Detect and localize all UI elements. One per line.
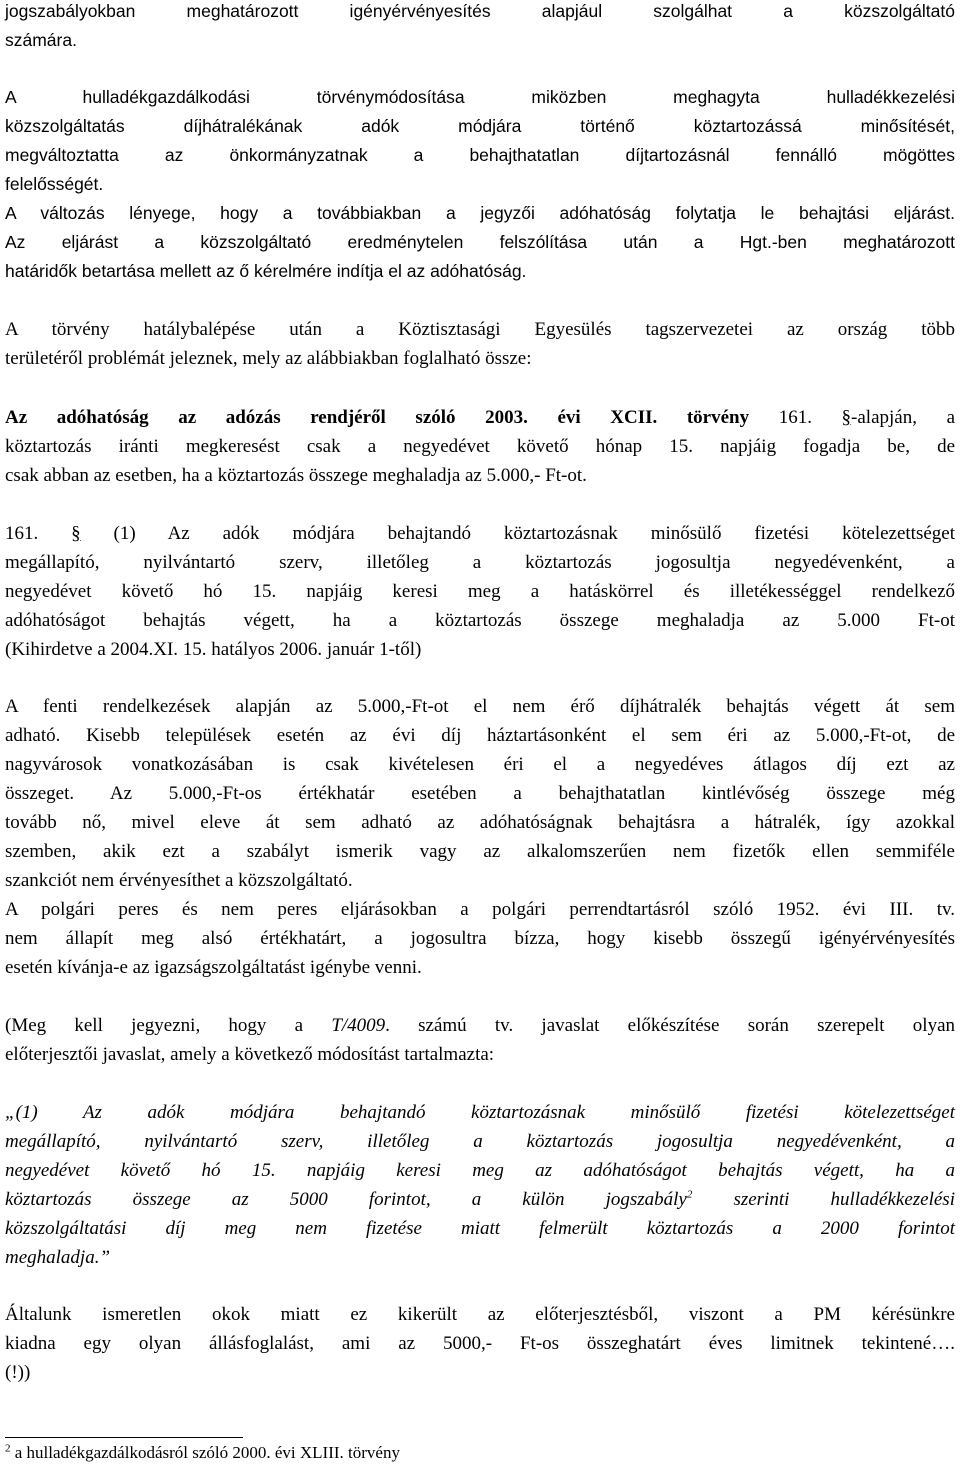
section-number: 161. — [5, 523, 72, 544]
text-line: „(1) Az adók módjára behajtandó köztartozásnak minősülő fizetési kötelezettséget — [5, 1102, 955, 1123]
section-sign-link: § — [841, 407, 852, 428]
paragraph-tax-procedure-act — [5, 403, 955, 490]
paragraph-civil-procedure — [5, 895, 955, 982]
text-fragment: (1) Az adók módjára behajtandó köztartozásnak minősülő fizetési kötelezettséget — [80, 523, 955, 544]
text-fragment: . számú tv. javaslat előkészítése során szerepelt olyan — [385, 1015, 956, 1036]
section-sign-link: § — [71, 523, 81, 544]
text-line: kiadna egy olyan állásfoglalást, ami az 5000,- Ft-os összeghatárt éves limitnek tekintené…. — [5, 1333, 955, 1354]
text-line: meghaladja.” — [5, 1247, 111, 1268]
text-line: csak abban az esetben, ha a köztartozás összege meghaladja az 5.000,- Ft-ot. — [5, 465, 587, 486]
text-line: jogszabályokban meghatározott igényérvényesítés alapjául szolgálhat a közszolgáltató — [5, 1, 955, 21]
text-line: adóhatóságot behajtás végett, ha a köztartozás összege meghaladja az 5.000 Ft-ot — [5, 610, 955, 631]
paragraph-problems-intro — [5, 315, 955, 373]
text-line: A változás lényege, hogy a továbbiakban a jegyzői adóhatóság folytatja le behajtási eljárást. — [5, 203, 955, 223]
text-line: (Kihirdetve a 2004.XI. 15. hatályos 2006. január 1-től) — [5, 639, 422, 660]
footnote-text: a hulladékgazdálkodásról szóló 2000. évi XLIII. törvény — [10, 1443, 400, 1462]
text-line: A polgári peres és nem peres eljárásokban a polgári perrendtartásról szóló 1952. évi III. tv. — [5, 899, 955, 920]
text-line: számára. — [5, 30, 77, 50]
text-line: adható. Kisebb települések esetén az évi díj háztartásonként el sem éri az 5.000,-Ft-ot, de — [5, 725, 955, 746]
text-line: határidők betartása mellett az ő kérelmére indítja el az adóhatóság. — [5, 261, 527, 281]
paragraph-change-essence — [5, 199, 955, 286]
paragraph-intro-continuation — [5, 0, 955, 55]
text-line: (!)) — [5, 1362, 31, 1383]
text-line: összeget. Az 5.000,-Ft-os értékhatár esetében a behajthatatlan kintlévőség összege még — [5, 783, 955, 804]
text-line: A törvény hatálybalépése után a Köztisztasági Egyesülés tagszervezetei az ország több — [5, 319, 955, 340]
text-line — [5, 403, 955, 432]
text-line: megállapító, nyilvántartó szerv, illetőleg a köztartozás jogosultja negyedévenként, a — [5, 552, 955, 573]
text-line: negyedévet követő hó 15. napjáig keresi meg az adóhatóságot behajtás végett, ha a — [5, 1160, 955, 1181]
footnote — [5, 1441, 955, 1465]
text-line: szankciót nem érvényesíthet a közszolgáltató. — [5, 870, 353, 891]
text-line: A hulladékgazdálkodási törvénymódosítása miközben meghagyta hulladékkezelési — [5, 87, 955, 107]
footnote-divider — [5, 1437, 243, 1438]
text-line: Az eljárást a közszolgáltató eredménytelen felszólítása után a Hgt.-ben meghatározott — [5, 232, 955, 252]
footnote-mark: 2 — [5, 1442, 11, 1455]
paragraph-consequences — [5, 692, 955, 895]
text-line: nem állapít meg alsó értékhatárt, a jogosultra bízza, hogy kisebb összegű igényérvényesítés — [5, 928, 955, 949]
text-line: negyedévet követő hó 15. napjáig keresi meg a hatáskörrel és illetékességgel rendelkező — [5, 581, 955, 602]
text-line — [5, 1185, 955, 1214]
text-line: közszolgáltatási díj meg nem fizetése miatt felmerült köztartozás a 2000 forintot — [5, 1218, 955, 1239]
paragraph-conclusion — [5, 1300, 955, 1387]
text-line: közszolgáltatás díjhátralékának adók módjára történő köztartozássá minősítését, — [5, 116, 955, 136]
quoted-proposal — [5, 1098, 955, 1272]
paragraph-section-161 — [5, 519, 955, 664]
text-line — [5, 519, 955, 548]
text-line — [5, 1011, 955, 1040]
text-line: köztartozás iránti megkeresést csak a negyedévet követő hónap 15. napjáig fogadja be, de — [5, 436, 955, 457]
text-line: megváltoztatta az önkormányzatnak a behajthatatlan díjtartozásnál fennálló mögöttes — [5, 145, 955, 165]
text-line: területéről problémát jeleznek, mely az alábbiakban foglalható össze: — [5, 348, 532, 369]
paragraph-note-proposal — [5, 1011, 955, 1069]
footnote-reference: 2 — [686, 1188, 693, 1201]
text-fragment: (Meg kell jegyezni, hogy a — [5, 1015, 332, 1036]
text-line: nagyvárosok vonatkozásában is csak kivételesen éri el a negyedéves átlagos díj ezt az — [5, 754, 955, 775]
text-fragment: -alapján, a — [851, 407, 956, 428]
act-title: Az adóhatóság az adózás rendjéről szóló 2003. évi XCII. törvény — [5, 407, 750, 428]
text-line: tovább nő, mivel eleve át sem adható az adóhatóságnak behajtásra a hátralék, így azokkal — [5, 812, 955, 833]
bill-number: T/4009 — [331, 1015, 386, 1036]
text-line: felelősségét. — [5, 174, 104, 194]
text-line: szemben, akik ezt a szabályt ismerik vagy az alkalomszerűen nem fizetők ellen semmiféle — [5, 841, 955, 862]
text-line: esetén kívánja-e az igazságszolgáltatást igénybe venni. — [5, 957, 422, 978]
text-line: előterjesztői javaslat, amely a következő módosítást tartalmazta: — [5, 1044, 495, 1065]
text-line: megállapító, nyilvántartó szerv, illetőleg a köztartozás jogosultja negyedévenként, a — [5, 1131, 955, 1152]
text-line: A fenti rendelkezések alapján az 5.000,-Ft-ot el nem érő díjhátralék behajtás végett át sem — [5, 696, 955, 717]
text-fragment: szerinti hulladékkezelési — [692, 1189, 955, 1210]
section-number: 161. — [749, 407, 842, 428]
paragraph-law-amendment — [5, 83, 955, 199]
text-fragment: köztartozás összege az 5000 forintot, a külön jogszabály — [5, 1189, 687, 1210]
text-line: Általunk ismeretlen okok miatt ez kikerült az előterjesztésből, viszont a PM kérésünkre — [5, 1304, 955, 1325]
